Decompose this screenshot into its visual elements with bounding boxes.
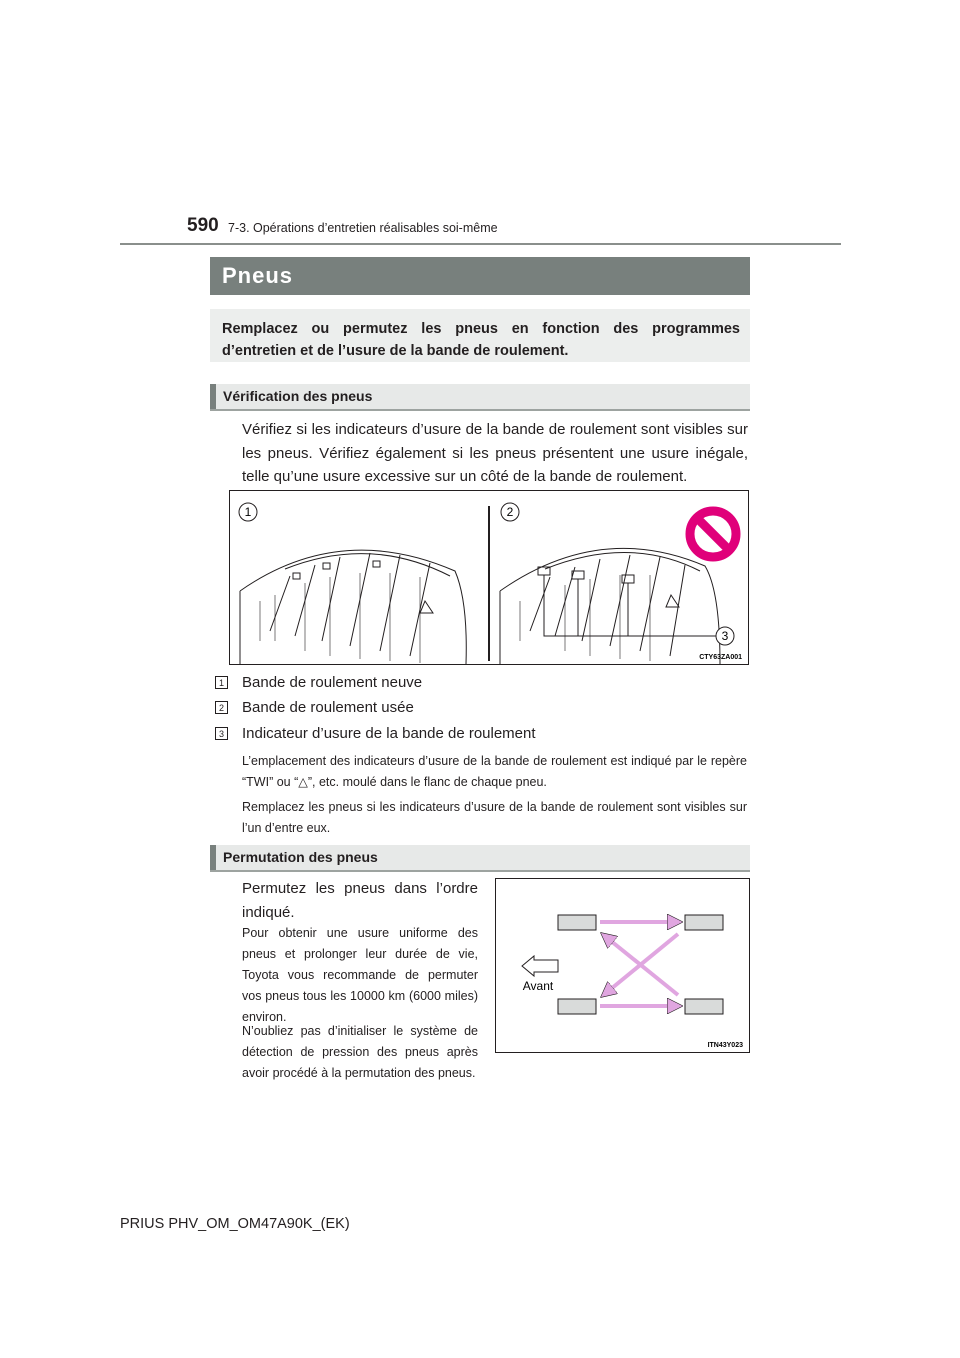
twi-note: L’emplacement des indicateurs d’usure de la bande de roulement est indiqué par le repère “TWI” ou “△”, etc. moulé dans le flanc de chaque pneu. — [242, 754, 747, 789]
callout-1: 1 — [244, 505, 252, 519]
tire-rear-right — [685, 999, 723, 1014]
tread-illustration — [230, 491, 748, 664]
legend-item-1: Bande de roulement neuve — [242, 674, 423, 691]
section-heading-label: Permutation des pneus — [223, 849, 378, 865]
callout-3: 3 — [721, 629, 729, 643]
callout-2: 2 — [506, 505, 514, 519]
intro-box — [210, 309, 750, 362]
prohibited-icon — [690, 511, 736, 557]
tire-front-right — [685, 915, 723, 930]
legend-num-1: 1 — [215, 676, 228, 689]
figure-code: CTY63ZA001 — [699, 654, 742, 661]
section-heading-label: Vérification des pneus — [223, 388, 373, 404]
section-heading-tire-check — [210, 384, 750, 411]
rotation-note-2: N’oubliez pas d’initialiser le système de détection de pression des pneus après avoir procédé à la permutation des pneus. — [242, 1024, 478, 1080]
legend-item-2: Bande de roulement usée — [242, 699, 414, 716]
rotation-text: Permutez les pneus dans l’ordre indiqué. — [242, 880, 478, 921]
legend-num-2: 2 — [215, 701, 228, 714]
tire-rear-left — [558, 999, 596, 1014]
page-title-bar — [210, 257, 750, 295]
footer-doc-id: PRIUS PHV_OM_OM47A90K_(EK) — [120, 1216, 350, 1232]
replace-note: Remplacez les pneus si les indicateurs d’usure de la bande de roulement sont visibles sur l’un d’entre eux. — [242, 800, 747, 835]
tread-wear-figure — [229, 490, 749, 665]
rotation-note-1: Pour obtenir une usure uniforme des pneus et prolonger leur durée de vie, Toyota vous recommande de permuter vos pneus tous les 10000 km (6000 miles) environ. — [242, 926, 478, 1024]
legend-num-3: 3 — [215, 727, 228, 740]
header-rule — [120, 243, 841, 245]
figure-code: ITN43Y023 — [707, 1042, 743, 1049]
tire-front-left — [558, 915, 596, 930]
page-title: Pneus — [222, 263, 294, 288]
chapter-title: 7-3. Opérations d’entretien réalisables soi-même — [228, 221, 498, 235]
rotation-diagram — [496, 879, 749, 1052]
legend-item-3: Indicateur d’usure de la bande de roulement — [242, 725, 536, 742]
front-arrow-icon — [522, 956, 558, 976]
intro-text: Remplacez ou permutez les pneus en fonction des programmes d’entretien et de l’usure de la bande de roulement. — [222, 321, 740, 359]
page-number: 590 — [187, 215, 219, 236]
front-label: Avant — [522, 979, 554, 993]
rotation-figure — [495, 878, 750, 1053]
tire-check-text: Vérifiez si les indicateurs d’usure de la bande de roulement sont visibles sur les pneus. Vérifiez également si les pneus présentent une usure inégale, telle qu’une usure excessive sur un côté de la bande de roulement. — [242, 421, 748, 485]
section-heading-rotation — [210, 845, 750, 872]
